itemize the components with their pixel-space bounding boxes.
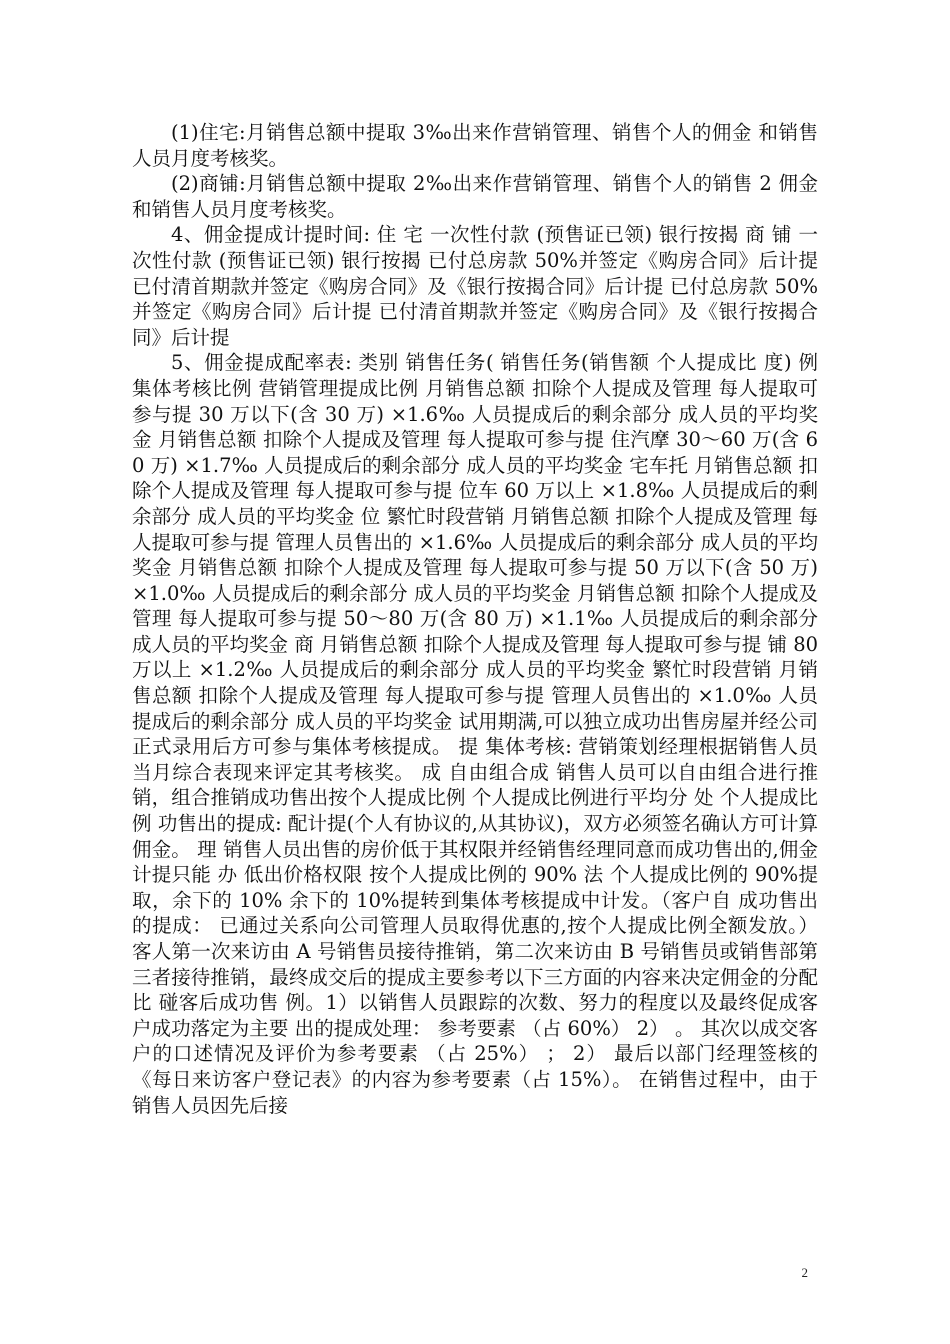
paragraph-commission-rate-table: 5、佣金提成配率表: 类别 销售任务( 销售任务(销售额 个人提成比 度) 例 集体考核比例 营销管理提成比例 月销售总额 扣除个人提成及管理 每人提取可参与提 30 万以下(含 30 万) ×1.6‰ 人员提成后的剩余部分 成人员的平均奖金 月销售总额 扣除个人提成及管理 每人提取可参与提 住汽摩 30～60 万(含 60 万) ×1.7‰ 人员提成后的剩余部分 成人员的平均奖金 宅车托 月销售总额 扣除个人提成及管理 每人提取可参与提 位车 60 万以上 ×1.8‰ 人员提成后的剩余部分 成人员的平均奖金 位 繁忙时段营销 月销售总额 扣除个人提成及管理 每人提取可参与提 管理人员售出的 ×1.6‰ 人员提成后的剩余部分 成人员的平均奖金 月销售总额 扣除个人提成及管理 每人提取可参与提 50 万以下(含 50 万) ×1.0‰ 人员提成后的剩余部分 成人员的平均奖金 月销售总额 扣除个人提成及管理 每人提取可参与提 50～80 万(含 80 万) ×1.1‰ 人员提成后的剩余部分 成人员的平均奖金 商 月销售总额 扣除个人提成及管理 每人提取可参与提 铺 80 万以上 ×1.2‰ 人员提成后的剩余部分 成人员的平均奖金 繁忙时段营销 月销售总额 扣除个人提成及管理 每人提取可参与提 管理人员售出的 ×1.0‰ 人员提成后的剩余部分 成人员的平均奖金 试用期满,可以独立成功出售房屋并经公司正式录用后方可参与集体考核提成。 提 集体考核: 营销策划经理根据销售人员当月综合表现来评定其考核奖。 成 自由组合成 销售人员可以自由组合进行推销，组合推销成功售出按个人提成比例 个人提成比例进行平均分 处 个人提成比例 功售出的提成: 配计提(个人有协议的,从其协议)，双方必须签名确认方可计算佣金。 理 销售人员出售的房价低于其权限并经销售经理同意而成功售出的,佣金计提只能 办 低出价格权限 按个人提成比例的 90% 法 个人提成比例的 90%提取，余下的 10% 余下的 10%提转到集体考核提成中计发。（客户自 成功售出的提成： 已通过关系向公司管理人员取得优惠的,按个人提成比例全额发放。） 客人第一次来访由 A 号销售员接待推销，第二次来访由 B 号销售员或销售部第三者接待推销，最终成交后的提成主要参考以下三方面的内容来决定佣金的分配比 碰客后成功售 例。1）以销售人员跟踪的次数、努力的程度以及最终促成客户成功落定为主要 出的提成处理： 参考要素 （占 60%） 2） 。 其次以成交客户的口述情况及评价为参考要素 （占 25%） ； 2） 最后以部门经理签核的《每日来访客户登记表》的内容为参考要素（占 15%）。 在销售过程中，由于销售人员因先后接 bbox=[132, 351, 819, 1117]
paragraph-commission-timing: 4、佣金提成计提时间: 住 宅 一次性付款 (预售证已领) 银行按揭 商 铺 一次性付款 (预售证已领) 银行按揭 已付总房款 50%并签定《购房合同》后计提 已付清首期款并签定《购房合同》及《银行按揭合同》后计提 已付总房款 50%并签定《购房合同》后计提 已付清首期款并签定《购房合同》及《银行按揭合同》后计提 bbox=[132, 223, 818, 349]
paragraph-residential-commission: (1)住宅:月销售总额中提取 3‰出来作营销管理、销售个人的佣金 和销售人员月度考核奖。 bbox=[132, 121, 818, 170]
paragraph-shop-commission: (2)商铺:月销售总额中提取 2‰出来作营销管理、销售个人的销售 2 佣金和销售人员月度考核奖。 bbox=[132, 172, 818, 221]
document-body bbox=[132, 120, 818, 1118]
page-number: 2 bbox=[801, 1265, 808, 1280]
